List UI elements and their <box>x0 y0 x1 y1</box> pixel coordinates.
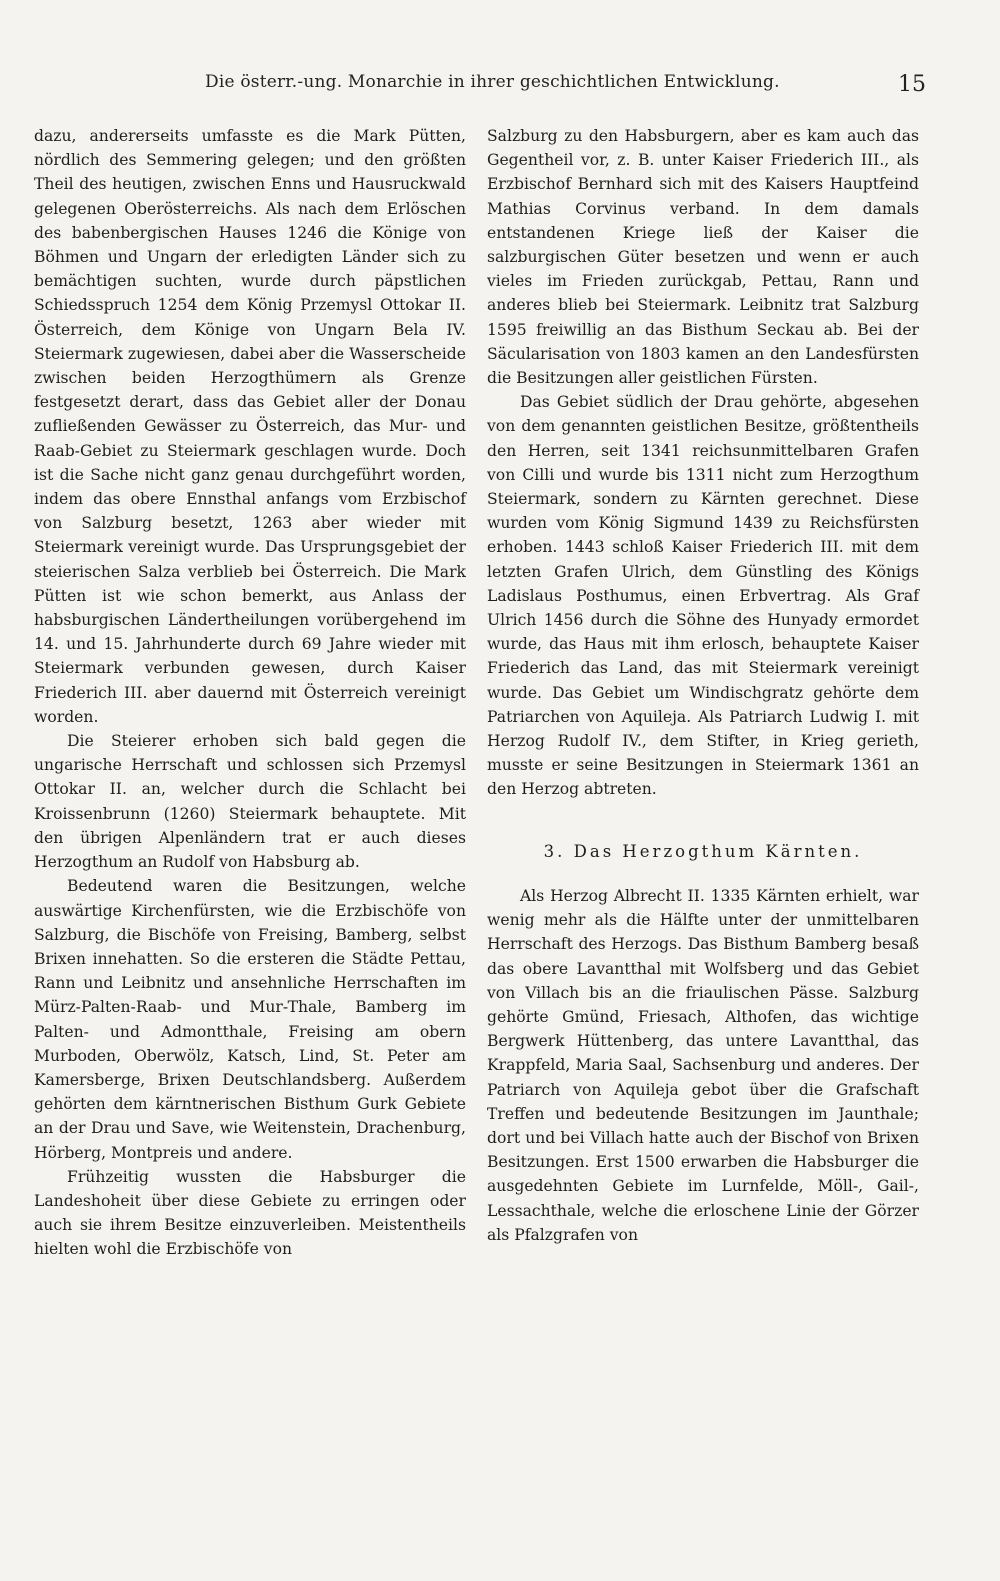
running-title: Die österr.-ung. Monarchie in ihrer geschichtlichen Entwicklung. <box>205 72 780 92</box>
paragraph: Die Steierer erhoben sich bald gegen die ungarische Herrschaft und schlossen sich Przemysl Ottokar II. an, welcher durch die Schlacht bei Kroissenbrunn (1260) Steiermark behauptete. Mit den übrigen Alpenländern trat er auch dieses Herzogthum an Rudolf von Habsburg ab. <box>34 732 466 872</box>
page-number: 15 <box>898 72 926 97</box>
left-column <box>34 124 466 1262</box>
paragraph: Bedeutend waren die Besitzungen, welche auswärtige Kirchenfürsten, wie die Erzbischöfe von Salzburg, die Bischöfe von Freising, Bamberg, selbst Brixen innehatten. So die ersteren die Städte Pettau, Rann und Leibnitz und ansehnliche Herrschaften im Mürz-Palten-Raab- und Mur-Thale, Bamberg im Palten- und Admontthale, Freising am obern Murboden, Oberwölz, Katsch, Lind, St. Peter am Kamersberge, Brixen Deutschlandsberg. Außerdem gehörten dem kärntnerischen Bisthum Gurk Gebiete an der Drau und Save, wie Weitenstein, Drachenburg, Hörberg, Montpreis und andere. <box>34 877 466 1162</box>
paragraph: dazu, andererseits umfasste es die Mark Pütten, nördlich des Semmering gelegen; und den größten Theil des heutigen, zwischen Enns und Hausruckwald gelegenen Oberösterreichs. Als nach dem Erlöschen des babenbergischen Hauses 1246 die Könige von Böhmen und Ungarn der erledigten Länder sich zu bemächtigen suchten, wurde durch päpstlichen Schiedsspruch 1254 dem König Przemysl Ottokar II. Österreich, dem Könige von Ungarn Bela IV. Steiermark zugewiesen, dabei aber die Wasserscheide zwischen beiden Herzogthümern als Grenze festgesetzt derart, dass das Gebiet aller der Donau zufließenden Gewässer zu Österreich, das Mur- und Raab-Gebiet zu Steiermark geschlagen wurde. Doch ist die Sache nicht ganz genau durchgeführt worden, indem das obere Ennsthal anfangs vom Erzbischof von Salzburg besetzt, 1263 aber wieder mit Steiermark vereinigt wurde. Das Ursprungsgebiet der steierischen Salza verblieb bei Österreich. Die Mark Pütten ist wie schon bemerkt, aus Anlass der habsburgischen Ländertheilungen vorübergehend im 14. und 15. Jahrhunderte durch 69 Jahre wieder mit Steiermark verbunden gewesen, durch Kaiser Friederich III. aber dauernd mit Österreich vereinigt worden. <box>34 127 466 726</box>
section-heading: 3. Das Herzogthum Kärnten. <box>543 841 863 861</box>
paragraph: Salzburg zu den Habsburgern, aber es kam auch das Gegentheil vor, z. B. unter Kaiser Friederich III., als Erzbischof Bernhard sich mit des Kaisers Hauptfeind Mathias Corvinus verband. In dem damals entstandenen Kriege ließ der Kaiser die salzburgischen Güter besetzen und wenn er auch vieles im Frieden zurückgab, Pettau, Rann und anderes blieb bei Steiermark. Leibnitz trat Salzburg 1595 freiwillig an das Bisthum Seckau ab. Bei der Säcularisation von 1803 kamen an den Landesfürsten die Besitzungen aller geistlichen Fürsten. <box>487 127 919 388</box>
paragraph: Als Herzog Albrecht II. 1335 Kärnten erhielt, war wenig mehr als die Hälfte unter der unmittelbaren Herrschaft des Herzogs. Das Bisthum Bamberg besaß das obere Lavantthal mit Wolfsberg und das Gebiet von Villach bis an die friaulischen Pässe. Salzburg gehörte Gmünd, Friesach, Althofen, das wichtige Bergwerk Hüttenberg, das untere Lavantthal, das Krappfeld, Maria Saal, Sachsenburg und anderes. Der Patriarch von Aquileja gebot über die Grafschaft Treffen und bedeutende Besitzungen im Jaunthale; dort und bei Villach hatte auch der Bischof von Brixen Besitzungen. Erst 1500 erwarben die Habsburger die ausgedehnten Gebiete im Lurnfelde, Möll-, Gail-, Lessachthale, welche die erloschene Linie der Görzer als Pfalzgrafen von <box>487 886 919 1244</box>
page-header <box>0 70 1000 110</box>
paragraph: Frühzeitig wussten die Habsburger die Landeshoheit über diese Gebiete zu erringen oder auch sie ihrem Besitze einzuverleiben. Meistentheils hielten wohl die Erzbischöfe von <box>34 1167 466 1259</box>
right-column <box>487 124 919 1247</box>
paragraph: Das Gebiet südlich der Drau gehörte, abgesehen von dem genannten geistlichen Besitze, größtentheils den Herren, seit 1341 reichsunmittelbaren Grafen von Cilli und wurde bis 1311 nicht zum Herzogthum Steiermark, sondern zu Kärnten gerechnet. Diese wurden vom König Sigmund 1439 zu Reichsfürsten erhoben. 1443 schloß Kaiser Friederich III. mit dem letzten Grafen Ulrich, dem Günstling des Königs Ladislaus Posthumus, einen Erbvertrag. Als Graf Ulrich 1456 durch die Söhne des Hunyady ermordet wurde, das Haus mit ihm erlosch, behauptete Kaiser Friederich das Land, das mit Steiermark vereinigt wurde. Das Gebiet um Windischgratz gehörte dem Patriarchen von Aquileja. Als Patriarch Ludwig I. mit Herzog Rudolf IV., dem Stifter, in Krieg gerieth, musste er seine Besitzungen in Steiermark 1361 an den Herzog abtreten. <box>487 393 919 799</box>
